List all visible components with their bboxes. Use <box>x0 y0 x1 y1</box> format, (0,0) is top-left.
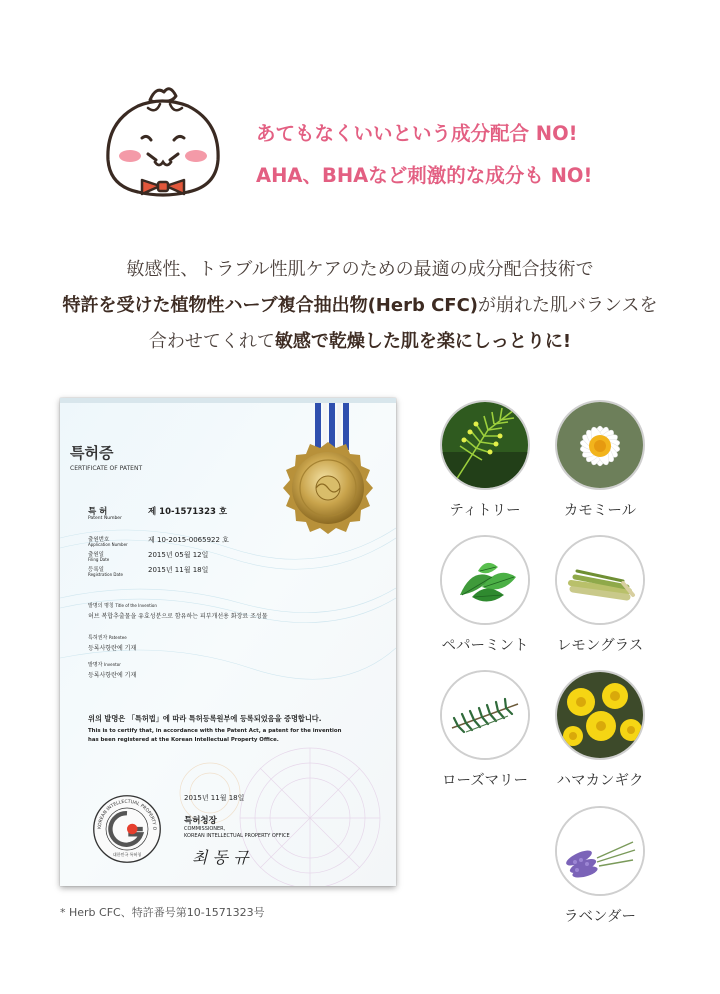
herb-rosemary <box>433 670 537 790</box>
inventor-label-ko: 발명자 <box>88 662 103 668</box>
intro-line-3 <box>0 324 720 360</box>
statement-ko: 위의 발명은 「특허법」에 따라 특허등록원부에 등록되었음을 증명합니다. <box>88 714 322 723</box>
registration-date: 2015년 11월 18일 <box>148 566 209 574</box>
peppermint-icon <box>442 537 528 623</box>
filing-label-en: Filing Date <box>88 557 110 562</box>
seal-ring-text: KOREAN INTELLECTUAL PROPERTY O <box>97 799 157 831</box>
intro-line-2-bold: 特許を受けた植物性ハーブ複合抽出物(Herb CFC) <box>62 295 479 316</box>
application-label-en: Application Number <box>88 542 128 547</box>
intro-line-2-rest: が崩れた肌バランスを <box>478 295 658 316</box>
filing-label: 출원일 <box>88 552 104 558</box>
intro-text <box>0 252 720 360</box>
commissioner-signature: 최 동 규 <box>192 848 249 867</box>
invention-label-en: Title of the Invention <box>115 603 157 608</box>
intro-line-1: 敏感性、トラブル性肌ケアのための最適の成分配合技術で <box>126 259 594 280</box>
patentee-label <box>88 634 127 641</box>
herb-label-peppermint: ペパーミント <box>441 638 529 654</box>
herb-label-chamomile: カモミール <box>563 503 637 519</box>
inventor-value: 등록사항란에 기재 <box>88 672 137 679</box>
intro-line-3-pre: 合わせてくれて <box>148 331 275 352</box>
statement-en-line-2: has been registered at the Korean Intellectual Property Office. <box>88 737 279 743</box>
herb-label-lemongrass: レモングラス <box>556 638 644 654</box>
chamomile-icon <box>557 402 643 488</box>
application-number: 제 10-2015-0065922 호 <box>148 536 229 544</box>
lavender-icon <box>557 808 643 894</box>
inventor-label <box>88 661 121 668</box>
issuer-ko: 특허청장 <box>184 816 217 826</box>
invention-title: 허브 복합추출물을 유효성분으로 함유하는 피부개선용 화장료 조성물 <box>88 613 268 620</box>
patent-certificate <box>60 398 396 886</box>
intro-line-3-bold: 敏感で乾燥した肌を楽にしっとりに! <box>274 331 572 352</box>
issuer-en-line-1: COMMISSIONER, <box>184 826 226 832</box>
herb-label-lavender: ラベンダー <box>564 909 636 925</box>
patentee-label-en: Patentee <box>108 635 127 640</box>
herb-lavender <box>548 806 652 926</box>
issue-date: 2015년 11월 18일 <box>184 794 245 802</box>
patentee-label-ko: 특허권자 <box>88 635 108 641</box>
tea-tree-icon <box>442 402 528 488</box>
intro-line-2 <box>0 288 720 324</box>
invention-label-ko: 발명의 명칭 <box>88 603 114 609</box>
kipo-seal-icon <box>92 794 162 864</box>
herb-chrysanthemum <box>548 670 652 790</box>
footnote: * Herb CFC、特許番号第10-1571323号 <box>60 906 265 919</box>
seal-bottom-text: 대한민국 특허청 <box>112 852 142 858</box>
patentee-value: 등록사항란에 기재 <box>88 645 137 652</box>
headline-line-1: あてもなくいいという成分配合 NO! <box>256 122 578 145</box>
herb-lemongrass <box>548 535 652 655</box>
registration-label-en: Registration Date <box>88 572 123 577</box>
herb-label-chrysanthemum: ハマカンギク <box>556 773 644 789</box>
chrysanthemum-icon <box>557 672 643 758</box>
cert-title-ko: 특허증 <box>70 444 114 462</box>
headline <box>256 113 592 197</box>
patent-label-en: Patent Number <box>88 516 122 521</box>
inventor-label-en: Inventor <box>104 662 121 667</box>
lemongrass-icon <box>557 537 643 623</box>
herb-label-rosemary: ローズマリー <box>442 773 528 789</box>
statement-en-line-1: This is to certify that, in accordance with the Patent Act, a patent for the invention <box>88 728 342 734</box>
herb-chamomile <box>548 400 652 520</box>
cert-title-en: CERTIFICATE OF PATENT <box>70 465 143 472</box>
registration-label: 등록일 <box>88 567 104 573</box>
herb-peppermint <box>433 535 537 655</box>
headline-line-2: AHA、BHAなど刺激的な成分も NO! <box>256 164 593 187</box>
application-label: 출원번호 <box>88 537 110 543</box>
filing-date: 2015년 05월 12일 <box>148 551 209 559</box>
herb-tea-tree <box>433 400 537 520</box>
issuer-en-line-2: KOREAN INTELLECTUAL PROPERTY OFFICE <box>184 833 290 839</box>
invention-label <box>88 602 157 609</box>
dumpling-mascot-icon <box>98 82 228 212</box>
rosemary-icon <box>442 672 528 758</box>
patent-label: 특 허 <box>88 507 108 517</box>
patent-number: 제 10-1571323 호 <box>148 507 228 517</box>
herb-label-tea-tree: ティトリー <box>449 503 521 519</box>
